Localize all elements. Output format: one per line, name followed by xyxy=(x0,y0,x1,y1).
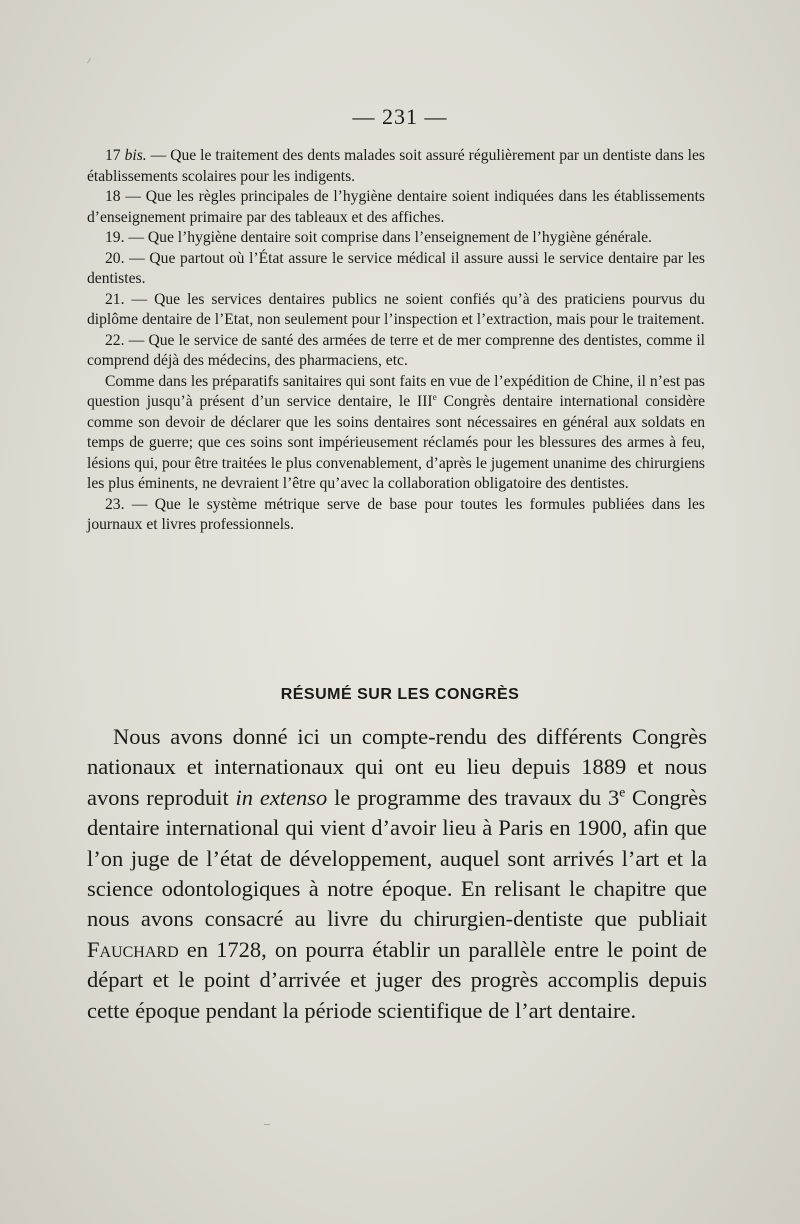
resolution-21: 21. — Que les services dentaires publics ne soient confiés qu’à des praticiens pourvus du diplôme dentaire de l’Etat, non seulement pour l’inspection et l’extraction, mais pour le traitement. xyxy=(87,290,705,328)
resolutions-list xyxy=(87,146,705,536)
resolution-20: 20. — Que partout où l’État assure le service médical il assure aussi le service dentaire par les dentistes. xyxy=(87,249,705,287)
resolution-19: 19. — Que l’hygiène dentaire soit comprise dans l’enseignement de l’hygiène générale. xyxy=(105,229,652,246)
resolution-23: 23. — Que le système métrique serve de base pour toutes les formules publiées dans les journaux et livres professionnels. xyxy=(87,495,705,533)
resolution-18: 18 — Que les règles principales de l’hygiène dentaire soient indiquées dans les établissements d’enseignement primaire par des tableaux et des affiches. xyxy=(87,188,705,226)
resolution-22-comment: Comme dans les préparatifs sanitaires qui sont faits en vue de l’expédition de Chine, il n’est pas question jusqu’à présent d’un service dentaire, le IIIe Congrès dentaire international considère comme son devoir de déclarer que les soins dentaires sont nécessaires en général aux soldats en temps de guerre; que ces soins sont impérieusement réclamés pour les blessures des armes à feu, lésions qui, pour être traitées le plus convenablement, d’après le jugement unanime des chirurgiens les plus éminents, ne devraient l’être qu’avec la collaboration obligatoire des dentistes. xyxy=(87,372,705,492)
resolution-17bis: 17 bis. — Que le traitement des dents malades soit assuré régulièrement par un dentiste dans les établissements scolaires pour les indigents. xyxy=(87,147,705,185)
paper-speck xyxy=(264,1124,270,1125)
page-number: — 231 — xyxy=(352,104,448,129)
paper-speck xyxy=(87,58,91,64)
summary-text xyxy=(87,722,707,1026)
resolution-22: 22. — Que le service de santé des armées de terre et de mer comprenne des dentistes, comme il comprend déjà des médecins, des pharmaciens, etc. xyxy=(87,331,705,369)
section-heading: RÉSUMÉ SUR LES CONGRÈS xyxy=(280,686,520,703)
summary-paragraph: Nous avons donné ici un compte-rendu des différents Congrès nationaux et internationaux qui ont eu lieu depuis 1889 et nous avons reproduit in extenso le programme des travaux du 3e Congrès dentaire international qui vient d’avoir lieu à Paris en 1900, afin que l’on juge de l’état de développement, auquel sont arrivés l’art et la science odontologiques à notre époque. En relisant le chapitre que nous avons consacré au livre du chirurgien-dentiste que publiait Fauchard en 1728, on pourra établir un parallèle entre le point de départ et le point d’arrivée et juger des progrès accomplis depuis cette époque pendant la période scientifique de l’art dentaire. xyxy=(87,724,708,1023)
